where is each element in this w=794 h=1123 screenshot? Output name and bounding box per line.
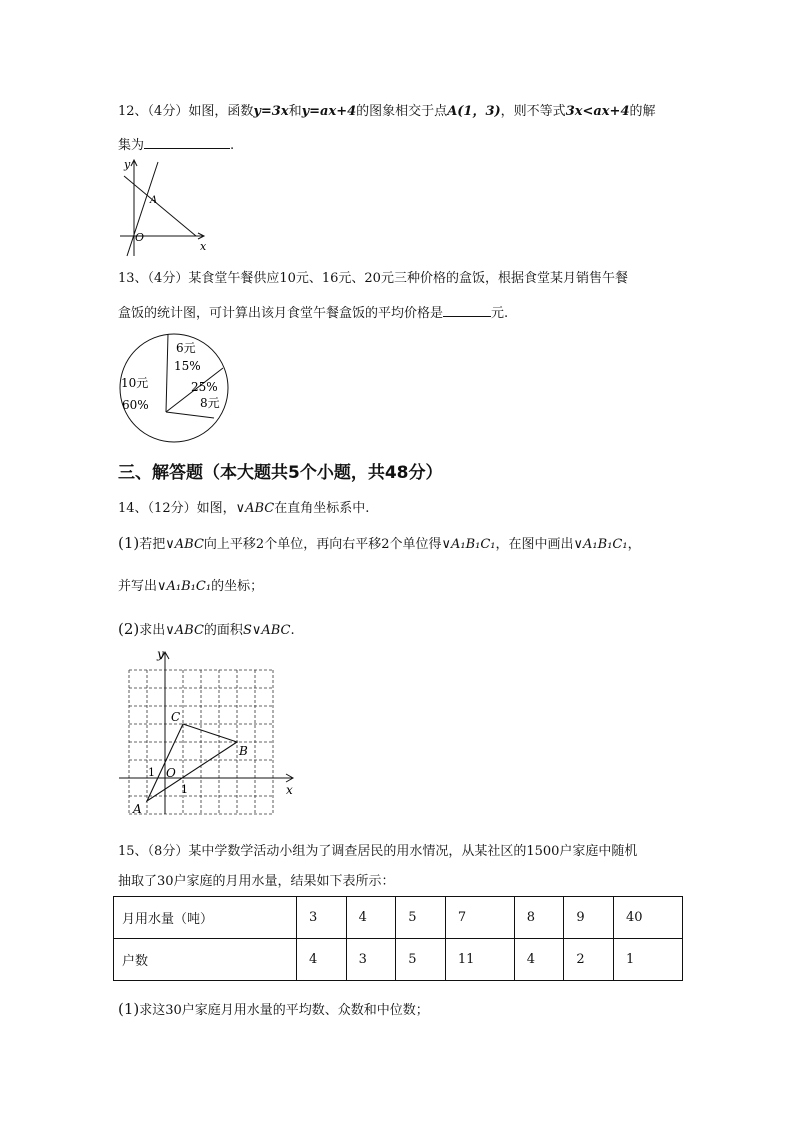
unit-x-label: 1: [181, 783, 188, 796]
table-cell: 11: [445, 939, 514, 981]
slice-6-label: 6元: [176, 341, 196, 355]
table-cell: 3: [297, 897, 347, 939]
q13-unit: 元.: [491, 306, 509, 321]
q12-text: ，则不等式: [500, 104, 566, 119]
triangle-abc: ∨ABC: [165, 623, 204, 638]
triangle-a1b1c1: ∨A₁B₁C₁: [157, 579, 212, 594]
table-cell: 4: [346, 897, 396, 939]
pie-divider-1: [166, 334, 168, 412]
table-cell: 4: [297, 939, 347, 981]
q13-score: （4分）: [147, 271, 189, 286]
q12-end: .: [230, 138, 235, 153]
table-cell: 5: [396, 897, 446, 939]
q14-score: （12分）: [147, 501, 197, 516]
y-label: y: [124, 158, 131, 171]
table-row: [114, 939, 683, 981]
x-label: x: [200, 240, 207, 253]
q12-fn2: y=ax+4: [301, 104, 357, 119]
q12-inequality: 3x<ax+4: [565, 104, 630, 119]
slice-10-percent: 60%: [122, 398, 149, 412]
q12-text: 的图象相交于点: [356, 104, 448, 119]
slice-8-label: 8元: [200, 396, 220, 410]
q15-part1: [118, 1000, 429, 1020]
q15-score: （8分）: [147, 844, 189, 859]
slice-8-percent: 25%: [191, 380, 218, 394]
q12-text: 和: [288, 104, 302, 119]
q14-end: .: [290, 623, 295, 638]
q15-part1-number: (1): [118, 1000, 140, 1018]
table-cell: 8: [514, 897, 564, 939]
pie-divider-3: [166, 412, 214, 418]
q14-text: 并写出: [118, 579, 158, 594]
answer-blank[interactable]: [144, 135, 230, 149]
vertex-a-label: A: [133, 802, 142, 816]
q13-number: 13、: [118, 271, 148, 286]
x-label: x: [286, 783, 293, 797]
q15-line2: 抽取了30户家庭的月用水量，结果如下表所示：: [118, 874, 395, 889]
q15-line1: [118, 843, 637, 861]
vertex-b-label: B: [239, 744, 248, 758]
y-label: y: [157, 648, 164, 661]
q14-text: 向上平移2个单位，再向右平移2个单位得: [203, 537, 442, 552]
q13-line2: [118, 303, 508, 323]
table-header-cell: 户数: [114, 939, 297, 981]
q14-text: 的面积: [203, 623, 243, 638]
table-cell: 1: [614, 939, 683, 981]
q14-text: ，: [627, 537, 641, 552]
table-cell: 3: [346, 939, 396, 981]
q12-score: （4分）: [147, 104, 189, 119]
triangle-abc: ∨ABC: [165, 537, 204, 552]
q12-line2: [118, 135, 234, 155]
q14-text: 若把: [139, 537, 166, 552]
q12-text: 的解: [629, 104, 656, 119]
point-a-label: A: [150, 195, 158, 206]
q12-fn1: y=3x: [253, 104, 289, 119]
water-usage-table: [113, 896, 683, 981]
q14-part2: [118, 620, 295, 640]
table-cell: 7: [445, 897, 514, 939]
area-symbol: S∨ABC: [242, 623, 291, 638]
origin-label: O: [166, 766, 176, 780]
q14-coordinate-grid: [115, 648, 305, 818]
q14-part1-line2: [118, 578, 263, 596]
q12-point: A(1，3): [447, 104, 501, 119]
q12-text: 集为: [118, 138, 145, 153]
line-y-ax-4: [124, 176, 196, 236]
table-cell: 40: [614, 897, 683, 939]
q14-text: 求出: [139, 623, 166, 638]
q15-text: 求这30户家庭月用水量的平均数、众数和中位数；: [139, 1003, 429, 1018]
q13-text: 某食堂午餐供应10元、16元、20元三种价格的盒饭，根据食堂某月销售午餐: [188, 271, 628, 286]
origin-label: O: [135, 231, 145, 244]
table-header-cell: 月用水量（吨）: [114, 897, 297, 939]
vertex-c-label: C: [171, 710, 181, 724]
table-row: [114, 897, 683, 939]
q14-part1-line1: [118, 534, 641, 554]
q14-text: 的坐标；: [211, 579, 264, 594]
slice-6-percent: 15%: [174, 359, 201, 373]
table-cell: 5: [396, 939, 446, 981]
unit-y-label: 1: [148, 766, 155, 779]
q14-text: 在直角坐标系中.: [274, 501, 370, 516]
q13-pie-chart: [118, 332, 230, 444]
table-cell: 2: [564, 939, 614, 981]
answer-blank[interactable]: [443, 303, 491, 317]
triangle-a1b1c1: ∨A₁B₁C₁: [573, 537, 628, 552]
q14-text: 如图，: [196, 501, 236, 516]
triangle-abc-shape: [147, 724, 237, 801]
q14-text: ，在图中画出: [495, 537, 574, 552]
section-3-title: 三、解答题（本大题共5个小题，共48分）: [118, 463, 443, 483]
q13-line1: [118, 270, 628, 288]
triangle-abc: ∨ABC: [235, 501, 275, 516]
q13-text: 盒饭的统计图，可计算出该月食堂午餐盒饭的平均价格是: [118, 306, 444, 321]
q12-text: 如图，函数: [188, 104, 254, 119]
q12-line1: [118, 103, 656, 121]
table-cell: 9: [564, 897, 614, 939]
slice-10-label: 10元: [121, 376, 149, 390]
q12-graph: [112, 156, 212, 258]
q14-part2-number: (2): [118, 620, 140, 638]
q14-number: 14、: [118, 501, 148, 516]
q14-line1: [118, 500, 369, 518]
table-cell: 4: [514, 939, 564, 981]
triangle-a1b1c1: ∨A₁B₁C₁: [441, 537, 496, 552]
q15-number: 15、: [118, 844, 148, 859]
q15-text: 某中学数学活动小组为了调查居民的用水情况，从某社区的1500户家庭中随机: [188, 844, 638, 859]
q12-number: 12、: [118, 104, 148, 119]
q14-part1-number: (1): [118, 534, 140, 552]
